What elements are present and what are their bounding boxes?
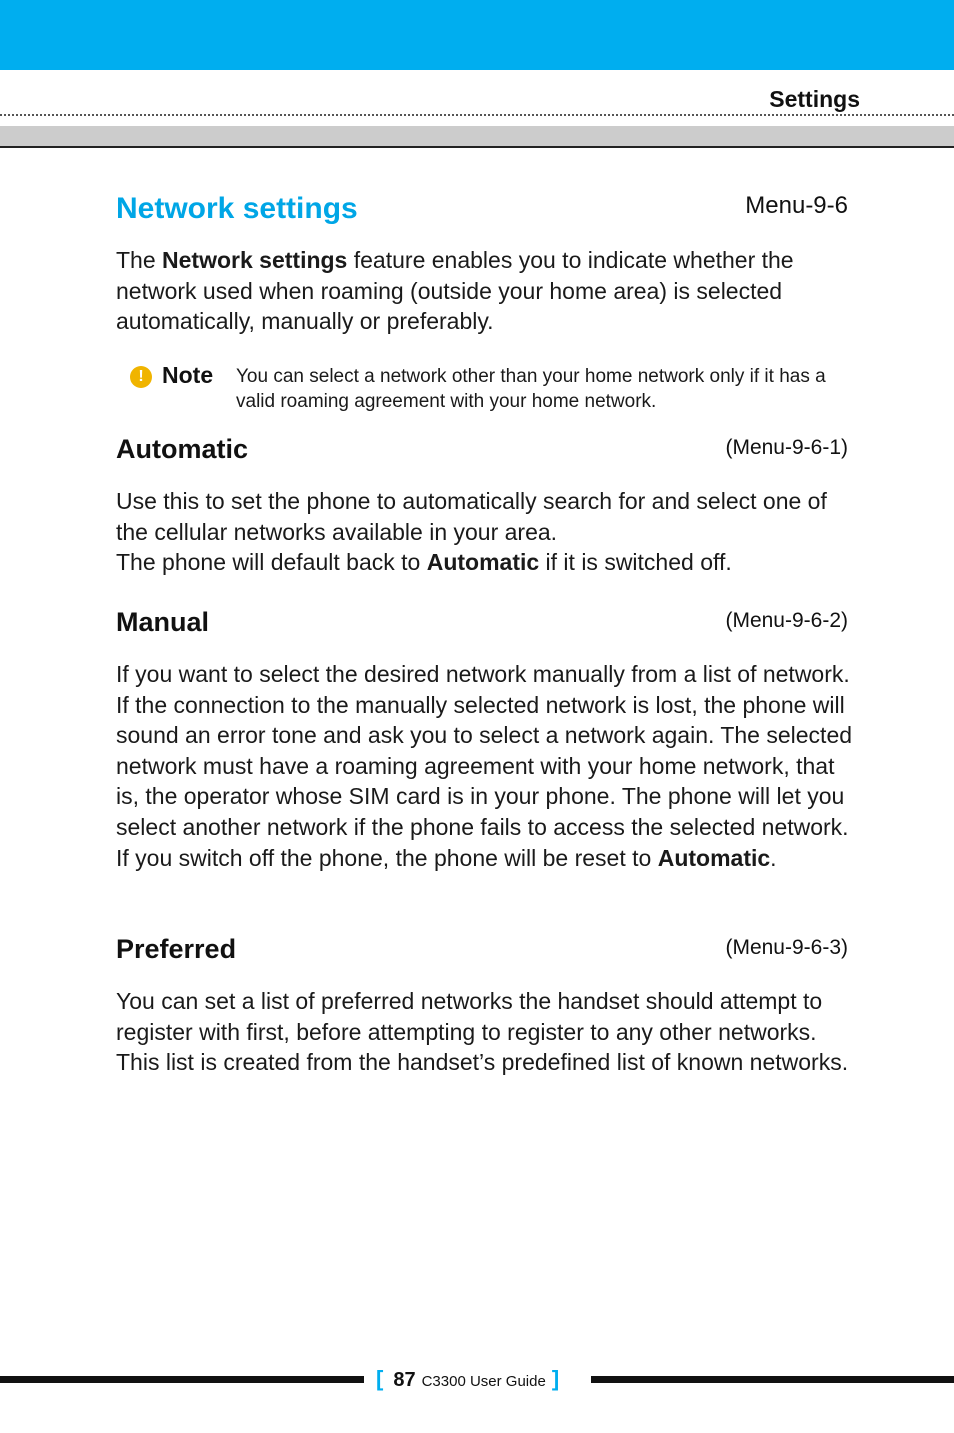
manual-heading-row (116, 607, 848, 643)
intro-bold: Network settings (162, 247, 348, 273)
manual-text-bold: Automatic (657, 844, 771, 871)
preferred-title: Preferred (116, 934, 237, 964)
automatic-title: Automatic (116, 434, 249, 464)
title-row (116, 192, 848, 232)
intro-post: feature enables you to indicate whether the network used when roaming (outside your home area) is selected automatically, manually or preferably. (116, 247, 794, 335)
preferred-menu: (Menu-9-6-3) (725, 936, 848, 959)
footer-bracket-right: ] (551, 1366, 560, 1391)
guide-name: C3300 User Guide (421, 1373, 546, 1390)
automatic-heading-row (116, 434, 848, 470)
footer-rule-left (0, 1376, 364, 1383)
dotted-divider (0, 114, 954, 116)
automatic-line2-bold: Automatic (426, 549, 540, 576)
manual-paragraph (116, 659, 861, 873)
manual-title: Manual (116, 607, 210, 637)
automatic-paragraph (116, 486, 861, 578)
manual-text-post: . (770, 844, 777, 871)
section-label: Settings (769, 86, 860, 112)
automatic-line1: Use this to set the phone to automatically search for and select one of the cellular networks available in your area. (116, 488, 827, 545)
grey-band (0, 126, 954, 148)
manual-text-pre: If you want to select the desired network manually from a list of network. If the connection to the manually selected network is lost, the phone will sound an error tone and ask you to select a network again. The selected network must have a roaming agreement with your home network, that is, the operator whose SIM card is in your phone. The phone will let you select another network if the phone fails to access the selected network. If you switch off the phone, the phone will be reset to (116, 661, 853, 871)
automatic-line2 (116, 547, 861, 578)
menu-code: Menu-9-6 (745, 192, 848, 219)
intro-pre: The (116, 247, 163, 273)
preferred-paragraph: You can set a list of preferred networks the handset should attempt to register with first, before attempting to register to any other networks. This list is created from the handset’s predefined list of known networks. (116, 988, 849, 1076)
preferred-heading-row (116, 934, 848, 970)
note-text: You can select a network other than your home network only if it has a valid roaming agreement with your home network. (236, 366, 826, 412)
page-number: 87 (393, 1369, 416, 1391)
page-title: Network settings (116, 192, 358, 225)
footer-bracket-left: [ (376, 1366, 384, 1391)
header-band (0, 0, 954, 70)
footer (376, 1366, 580, 1396)
automatic-line2-pre: The phone will default back to (116, 549, 427, 576)
automatic-line2-post: if it is switched off. (539, 549, 732, 576)
exclamation-icon: ! (130, 366, 152, 388)
intro-paragraph (116, 245, 861, 337)
note-label: Note (162, 362, 214, 388)
footer-rule-right (591, 1376, 954, 1383)
automatic-menu: (Menu-9-6-1) (725, 436, 848, 459)
manual-menu: (Menu-9-6-2) (725, 609, 848, 632)
